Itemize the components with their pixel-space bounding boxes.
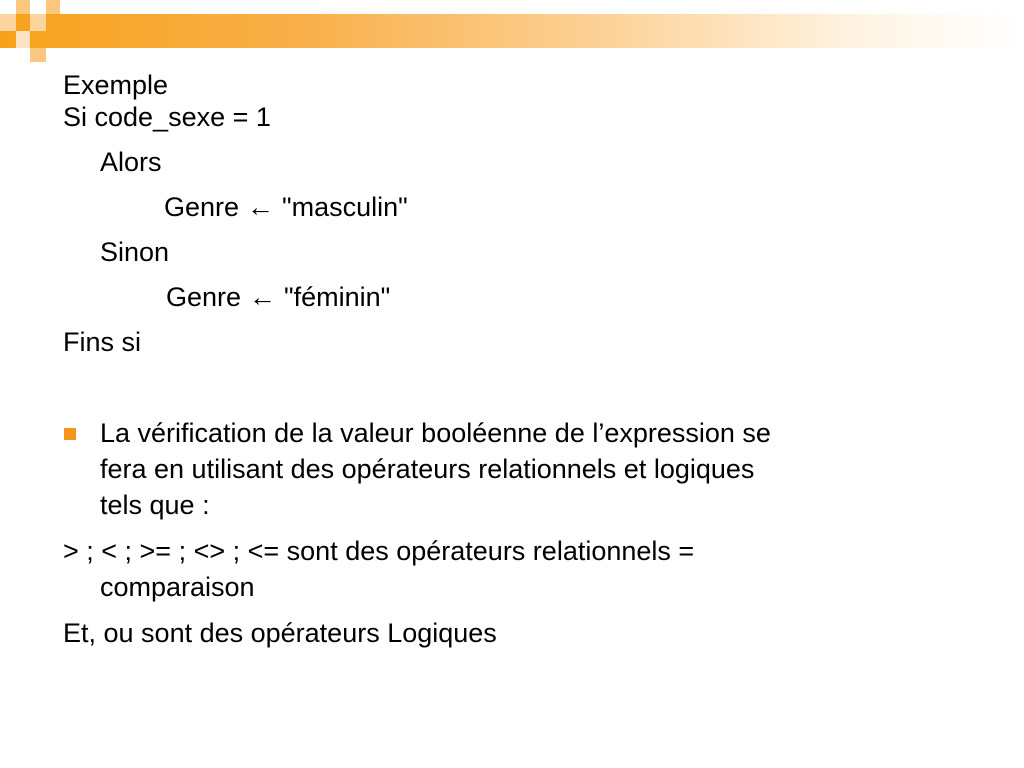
decorative-square — [0, 14, 16, 31]
bullet-text-line: La vérification de la valeur booléenne de l’expression se — [100, 418, 771, 448]
decorative-square — [16, 0, 30, 14]
decorative-square — [46, 0, 60, 14]
code-line-then: Alors — [100, 147, 162, 177]
code-value: "féminin" — [284, 282, 391, 312]
decorative-square — [30, 48, 46, 62]
decorative-square — [16, 31, 30, 48]
arrow-left-icon: ← — [247, 192, 275, 222]
bullet-square-icon — [64, 428, 76, 440]
code-variable: Genre — [166, 282, 242, 312]
relational-operators-line: comparaison — [100, 572, 255, 602]
code-variable: Genre — [164, 192, 240, 222]
logical-operators-line: Et, ou sont des opérateurs Logiques — [63, 618, 497, 648]
example-title: Exemple — [63, 70, 169, 100]
code-value: "masculin" — [282, 192, 408, 222]
code-line-else: Sinon — [100, 237, 170, 267]
code-line-assign-feminin — [166, 281, 390, 313]
relational-operators-line: > ; < ; >= ; <> ; <= sont des opérateurs relationnels = — [63, 536, 695, 566]
code-line-endif: Fins si — [63, 327, 142, 357]
bullet-text-line: fera en utilisant des opérateurs relationnels et logiques — [100, 454, 755, 484]
code-line-if: Si code_sexe = 1 — [63, 102, 271, 132]
header-gradient-bar — [0, 14, 1024, 48]
code-line-assign-masculin — [164, 191, 408, 223]
decorative-square — [30, 14, 46, 31]
bullet-text-line: tels que : — [100, 490, 210, 520]
arrow-left-icon: ← — [249, 282, 277, 312]
